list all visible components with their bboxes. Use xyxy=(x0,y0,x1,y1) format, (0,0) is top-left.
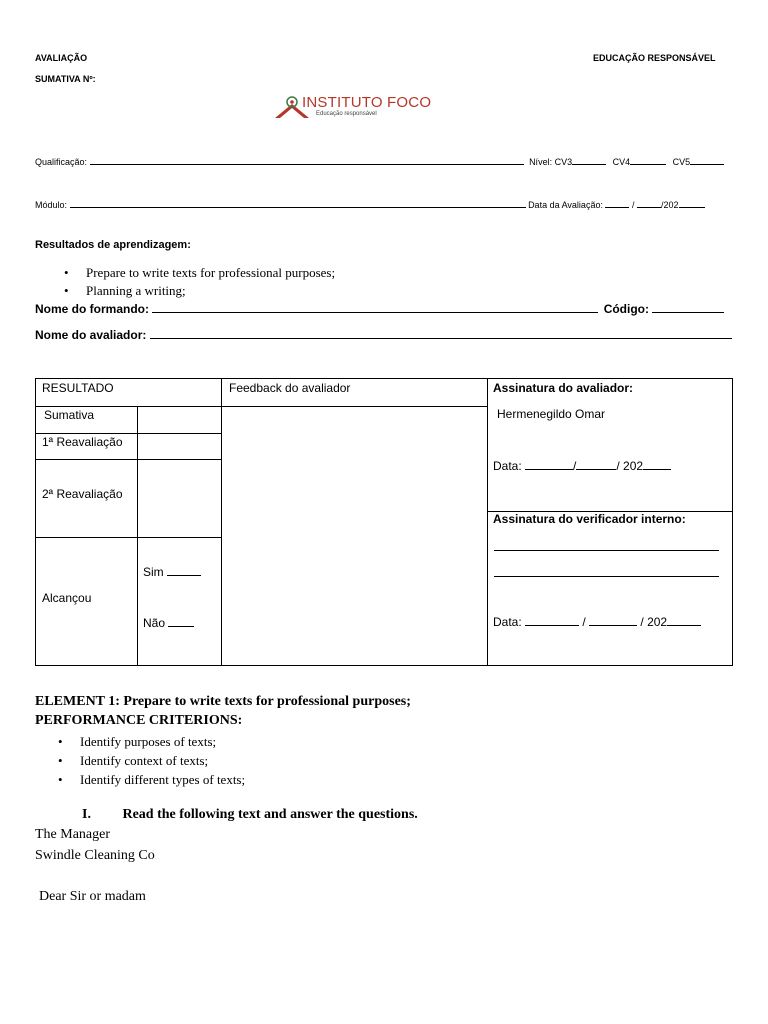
nao-label: Não xyxy=(143,616,166,630)
cv4-label: CV4 xyxy=(612,157,631,167)
data-day-field[interactable] xyxy=(525,616,579,626)
table-divider xyxy=(36,406,487,407)
data-slash: / xyxy=(631,200,635,210)
letter-line1: The Manager xyxy=(35,827,111,842)
assinatura-verificador-header: Assinatura do verificador interno: xyxy=(493,512,686,526)
avaliador-name: Hermenegildo Omar xyxy=(497,407,606,421)
data-label: Data: xyxy=(493,459,522,473)
cv4-field[interactable] xyxy=(630,155,666,165)
data-year-prefix: /202 xyxy=(661,200,679,210)
list-item: • Identify purposes of texts; xyxy=(56,732,245,751)
nao-field[interactable] xyxy=(168,617,194,627)
nome-avaliador-field[interactable] xyxy=(150,328,732,339)
cv5-label: CV5 xyxy=(672,157,691,167)
header-sumativa: SUMATIVA Nº: xyxy=(35,74,96,84)
nome-formando-label: Nome do formando: xyxy=(35,302,149,316)
nome-formando-field[interactable] xyxy=(152,302,598,313)
list-item: • Identify different types of texts; xyxy=(56,770,245,789)
header-educacao: EDUCAÇÃO RESPONSÁVEL xyxy=(593,53,716,63)
data-year-label: / 202 xyxy=(616,459,644,473)
codigo-label: Código: xyxy=(603,302,650,316)
table-divider xyxy=(36,537,221,538)
table-divider xyxy=(487,379,488,665)
list-item: • Prepare to write texts for professional purposes; xyxy=(62,264,335,282)
sim-row xyxy=(143,565,201,579)
list-item: • Planning a writing; xyxy=(62,282,335,300)
learning-outcomes-list xyxy=(62,264,335,300)
data-label: Data: xyxy=(493,615,522,629)
data-year-label: / 202 xyxy=(640,615,668,629)
nome-formando-row xyxy=(35,302,724,316)
feedback-header: Feedback do avaliador xyxy=(229,381,351,395)
data-year-field[interactable] xyxy=(679,198,705,208)
question-row xyxy=(82,807,418,823)
sim-label: Sim xyxy=(143,565,164,579)
nao-row xyxy=(143,616,194,630)
data-month-field[interactable] xyxy=(637,198,661,208)
reavaliacao2-label: 2ª Reavaliação xyxy=(42,487,123,501)
logo-name: INSTITUTO FOCO xyxy=(302,94,432,111)
qualificacao-row xyxy=(35,155,735,167)
resultados-label: Resultados de aprendizagem: xyxy=(35,239,191,251)
result-table xyxy=(35,378,733,666)
criteria-title: PERFORMANCE CRITERIONS: xyxy=(35,713,243,728)
nome-avaliador-row xyxy=(35,328,732,342)
data-year-field[interactable] xyxy=(667,616,701,626)
instituto-foco-logo xyxy=(272,92,432,122)
sim-field[interactable] xyxy=(167,566,201,576)
cv5-field[interactable] xyxy=(690,155,724,165)
reavaliacao1-label: 1ª Reavaliação xyxy=(42,435,123,449)
nivel-label: Nível: xyxy=(529,157,553,167)
data-slash: / xyxy=(582,615,586,629)
element-title: ELEMENT 1: Prepare to write texts for professional purposes; xyxy=(35,694,411,709)
criteria-list xyxy=(56,732,245,789)
cv3-label: CV3 xyxy=(554,157,573,167)
alcancou-label: Alcançou xyxy=(42,591,92,605)
qualificacao-field[interactable] xyxy=(90,155,524,165)
assinatura-avaliador-header: Assinatura do avaliador: xyxy=(493,381,634,395)
data-day-field[interactable] xyxy=(605,198,629,208)
codigo-field[interactable] xyxy=(652,302,724,313)
verificador-signature-line[interactable] xyxy=(494,576,719,577)
letter-line2: Swindle Cleaning Co xyxy=(35,848,155,863)
data-slash: / xyxy=(573,459,577,473)
data-year-field[interactable] xyxy=(643,460,671,470)
cv3-field[interactable] xyxy=(572,155,606,165)
letter-salutation: Dear Sir or madam xyxy=(39,889,146,904)
question-text: Read the following text and answer the questions. xyxy=(122,807,418,822)
data-month-field[interactable] xyxy=(589,616,637,626)
data-verificador-row xyxy=(493,615,701,629)
nome-avaliador-label: Nome do avaliador: xyxy=(35,328,147,342)
qualificacao-label: Qualificação: xyxy=(35,157,88,167)
list-item: • Identify context of texts; xyxy=(56,751,245,770)
modulo-field[interactable] xyxy=(70,198,526,208)
table-divider xyxy=(36,433,221,434)
data-day-field[interactable] xyxy=(525,460,573,470)
sumativa-label: Sumativa xyxy=(44,408,95,422)
logo-tagline: Educação responsável xyxy=(316,111,377,117)
header-avaliacao: AVALIAÇÃO xyxy=(35,53,88,63)
modulo-row xyxy=(35,198,735,210)
data-avaliador-row xyxy=(493,459,671,473)
table-divider xyxy=(137,406,138,665)
table-divider xyxy=(36,459,221,460)
table-divider xyxy=(221,379,222,665)
verificador-signature-line[interactable] xyxy=(494,550,719,551)
question-number: I. xyxy=(82,807,91,822)
data-avaliacao-label: Data da Avaliação: xyxy=(528,200,603,210)
data-month-field[interactable] xyxy=(576,460,616,470)
modulo-label: Módulo: xyxy=(35,200,68,210)
resultado-header: RESULTADO xyxy=(42,381,114,395)
